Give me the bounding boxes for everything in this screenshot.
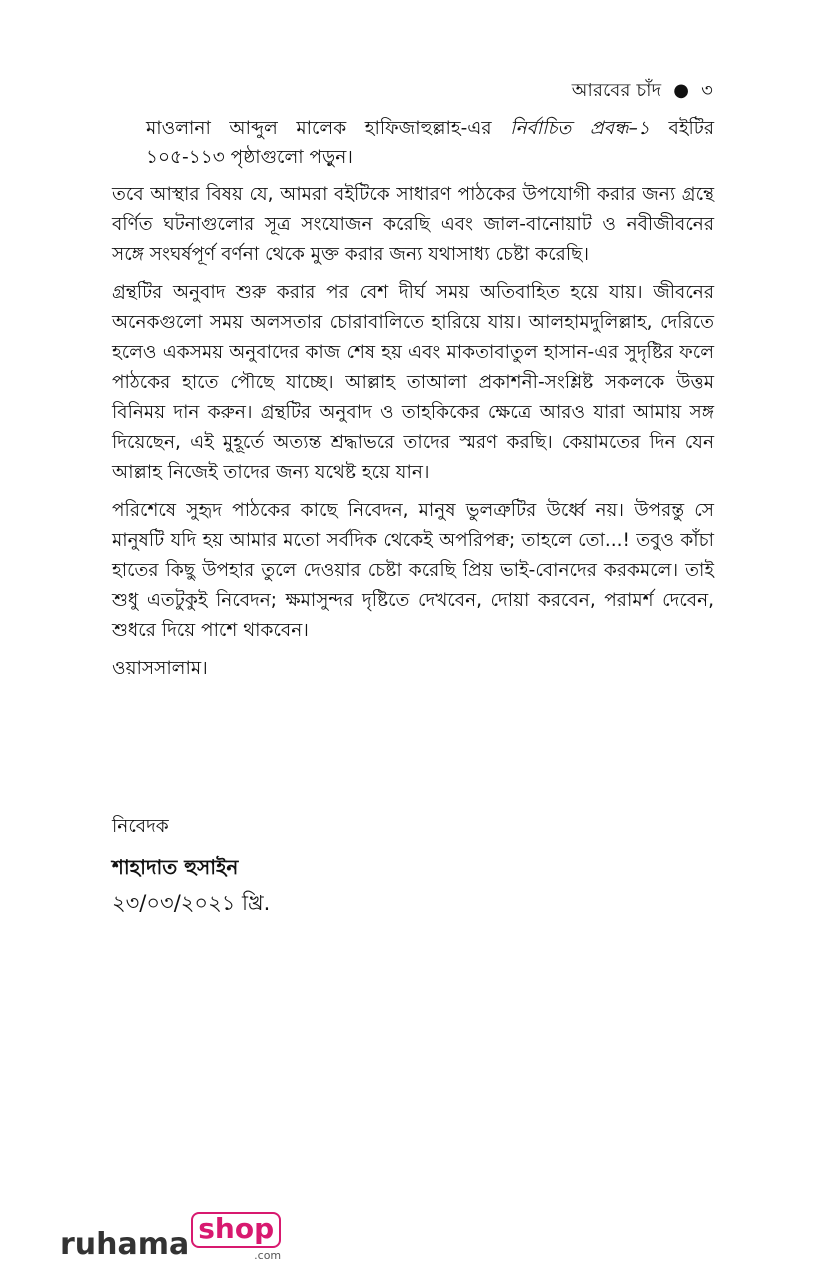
running-header: [572, 76, 713, 107]
signoff-block: [112, 812, 270, 918]
note-book-name: নির্বাচিত প্রবন্ধ–১: [510, 118, 650, 139]
page-number: ৩: [701, 80, 713, 101]
ruhamashop-watermark-logo: [60, 1212, 281, 1262]
reference-note: [112, 114, 714, 172]
signoff-date: ২৩/০৩/২০২১ খ্রি.: [112, 891, 271, 915]
paragraph-1: তবে আস্থার বিষয় যে, আমরা বইটিকে সাধারণ পাঠকের উপযোগী করার জন্য গ্রন্থে বর্ণিত ঘটনাগুলোর সূত্র সংযোজন করেছি এবং জাল-বানোয়াট ও নবীজীবনের সঙ্গে সংঘর্ষপূর্ণ বর্ণনা থেকে মুক্ত করার জন্য যথাসাধ্য চেষ্টা করেছি।: [112, 184, 714, 265]
note-prefix: মাওলানা আব্দুল মালেক হাফিজাহুল্লাহ-এর: [146, 118, 511, 139]
paragraph-3: পরিশেষে সুহৃদ পাঠকের কাছে নিবেদন, মানুষ ভুলত্রুটির উর্ধ্বে নয়। উপরন্তু সে মানুষটি যদি হয় আমার মতো সর্বদিক থেকেই অপরিপক্ব; তাহলে তো...! তবুও কাঁচা হাতের কিছু উপহার তুলে দেওয়ার চেষ্টা করেছি প্রিয় ভাই-বোনদের করকমলে। তাই শুধু এতটুকুই নিবেদন; ক্ষমাসুন্দর দৃষ্টিতে দেখবেন, দোয়া করবেন, পরামর্শ দেবেন, শুধরে দিয়ে পাশে থাকবেন।: [112, 500, 714, 641]
author-name: শাহাদাত হুসাইন: [112, 855, 239, 879]
page-body: [112, 114, 714, 684]
watermark-shop-badge: [191, 1212, 281, 1262]
book-title: আরবের চাঁদ: [571, 80, 662, 101]
watermark-domain: .com: [254, 1249, 282, 1262]
signoff-label: নিবেদক: [112, 816, 169, 837]
bullet-separator: ●: [673, 80, 690, 101]
paragraph-2: গ্রন্থটির অনুবাদ শুরু করার পর বেশ দীর্ঘ সময় অতিবাহিত হয়ে যায়। জীবনের অনেকগুলো সময় অলসতার চোরাবালিতে হারিয়ে যায়। আলহামদুলিল্লাহ, দেরিতে হলেও একসময় অনুবাদের কাজ শেষ হয় এবং মাকতাবাতুল হাসান-এর সুদৃষ্টির ফলে পাঠকের হাতে পৌছে যাচ্ছে। আল্লাহ তাআলা প্রকাশনী-সংশ্লিষ্ট সকলকে উত্তম বিনিময় দান করুন। গ্রন্থটির অনুবাদ ও তাহকিকের ক্ষেত্রে আরও যারা আমায় সঙ্গ দিয়েছেন, এই মুহূর্তে অত্যন্ত শ্রদ্ধাভরে তাদের স্মরণ করছি। কেয়ামতের দিন যেন আল্লাহ নিজেই তাদের জন্য যথেষ্ট হয়ে যান।: [112, 282, 714, 483]
watermark-brand-right: shop: [191, 1212, 281, 1248]
watermark-brand-left: ruhama: [60, 1227, 190, 1262]
closing-salutation: ওয়াসসালাম।: [112, 658, 208, 679]
note-suffix: বইটির ১০৫-১১৩ পৃষ্ঠাগুলো পড়ুন।: [146, 118, 714, 168]
